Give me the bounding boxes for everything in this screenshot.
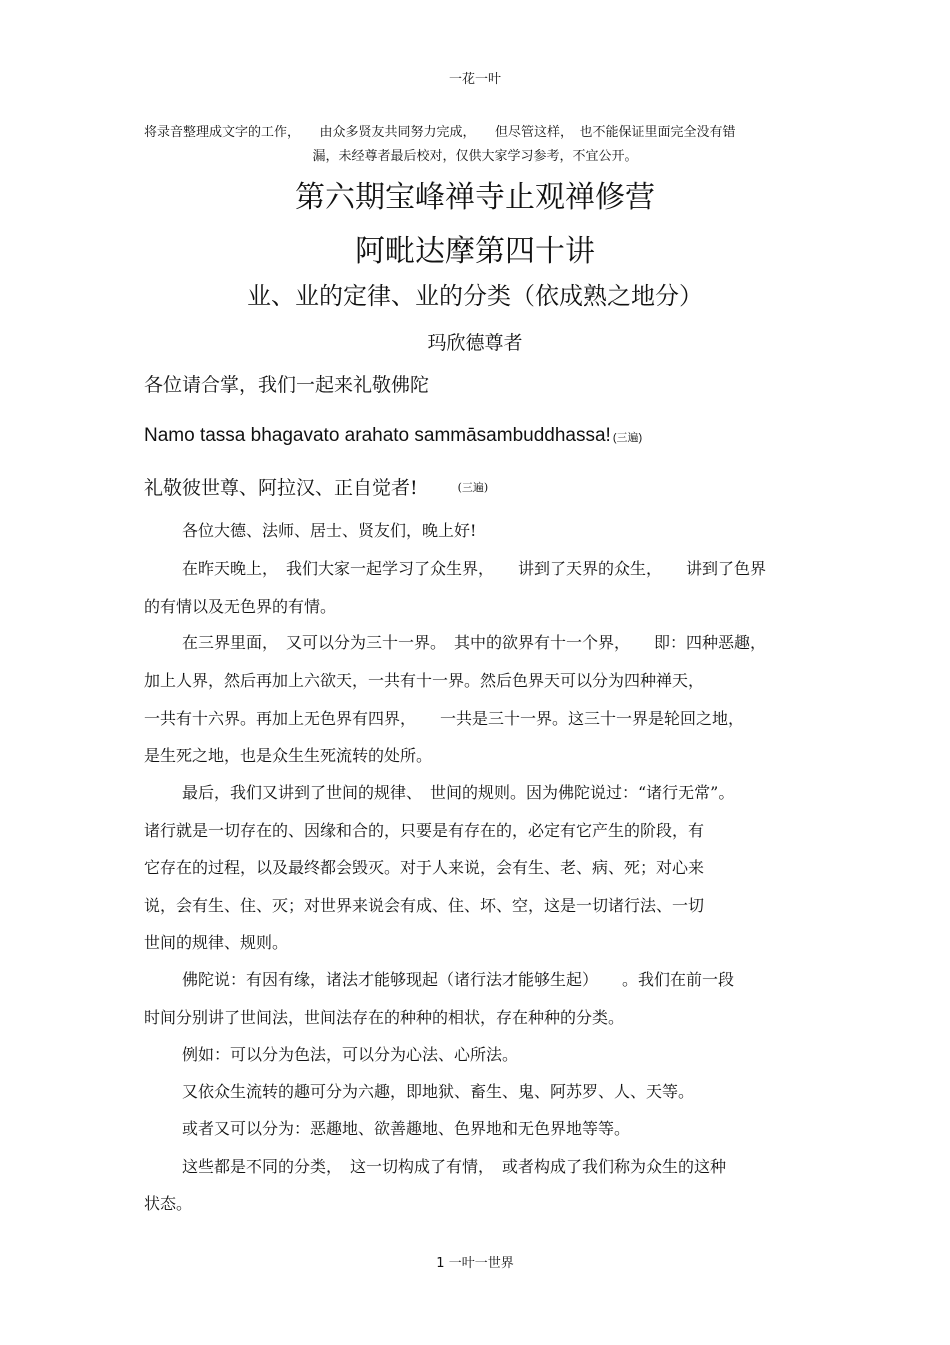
pali-text: Namo tassa bhagavato arahato sammāsambuddhassa! (144, 425, 611, 446)
body-line: 说，会有生、住、灭；对世界来说会有成、住、坏、空，这是一切诸行法、一切 (144, 896, 705, 915)
lecture-subtitle: 业、业的定律、业的分类（依成熟之地分） (247, 282, 703, 310)
body-line: 加上人界，然后再加上六欲天，一共有十一界。然后色界天可以分为四种禅天， (144, 671, 705, 690)
body-line: 的有情以及无色界的有情。 (144, 597, 337, 616)
body-line: 例如：可以分为色法，可以分为心法、心所法。 (182, 1045, 519, 1064)
pali-homage (144, 425, 642, 447)
body-line: 或者又可以分为：恶趣地、欲善趣地、色界地和无色界地等等。 (182, 1119, 631, 1138)
body-line: 是生死之地，也是众生生死流转的处所。 (144, 746, 433, 765)
body-line: 时间分别讲了世间法，世间法存在的种种的相状，存在种种的分类。 (144, 1008, 625, 1027)
author: 玛欣德尊者 (427, 332, 523, 354)
body-line: 它存在的过程，以及最终都会毁灭。对于人来说，会有生、老、病、死；对心来 (144, 858, 705, 877)
body-line: 一共有十六界。再加上无色界有四界， 一共是三十一界。这三十一界是轮回之地， (144, 709, 745, 728)
lecture-title: 阿毗达摩第四十讲 (355, 234, 595, 269)
notice-line-2: 漏，未经尊者最后校对，仅供大家学习参考，不宜公开。 (312, 149, 638, 164)
notice-line-1: 将录音整理成文字的工作， 由众多贤友共同努力完成， 但尽管这样， 也不能保证里面完全没有错 (144, 125, 736, 140)
pali-repeat-note: (三遍) (612, 432, 643, 444)
body-line: 这些都是不同的分类， 这一切构成了有情， 或者构成了我们称为众生的这种 (182, 1157, 727, 1176)
chinese-homage (144, 473, 488, 500)
homage-repeat-note: (三遍) (457, 481, 489, 494)
body-line: 各位大德、法师、居士、贤友们，晚上好! (182, 521, 477, 540)
body-line: 诸行就是一切存在的、因缘和合的，只要是有存在的，必定有它产生的阶段，有 (144, 821, 705, 840)
body-line: 佛陀说：有因有缘，诸法才能够现起（诸行法才能够生起） 。我们在前一段 (182, 970, 735, 989)
body-line: 状态。 (144, 1194, 193, 1213)
opening-invite: 各位请合掌，我们一起来礼敬佛陀 (144, 374, 430, 396)
body-line: 在昨天晚上， 我们大家一起学习了众生界， 讲到了天界的众生， 讲到了色界 (182, 559, 767, 578)
page-footer: 1 一叶一世界 (436, 1256, 514, 1271)
homage-text: 礼敬彼世尊、阿拉汉、正自觉者! (144, 477, 418, 499)
page-header: 一花一叶 (448, 72, 501, 87)
main-title: 第六期宝峰禅寺止观禅修营 (295, 180, 655, 215)
body-line: 又依众生流转的趣可分为六趣，即地狱、畜生、鬼、阿苏罗、人、天等。 (182, 1082, 695, 1101)
body-line: 世间的规律、规则。 (144, 933, 289, 952)
body-line: 在三界里面， 又可以分为三十一界。 其中的欲界有十一个界， 即：四种恶趣， (182, 633, 767, 652)
body-line: 最后，我们又讲到了世间的规律、 世间的规则。因为佛陀说过：“诸行无常”。 (182, 783, 735, 802)
